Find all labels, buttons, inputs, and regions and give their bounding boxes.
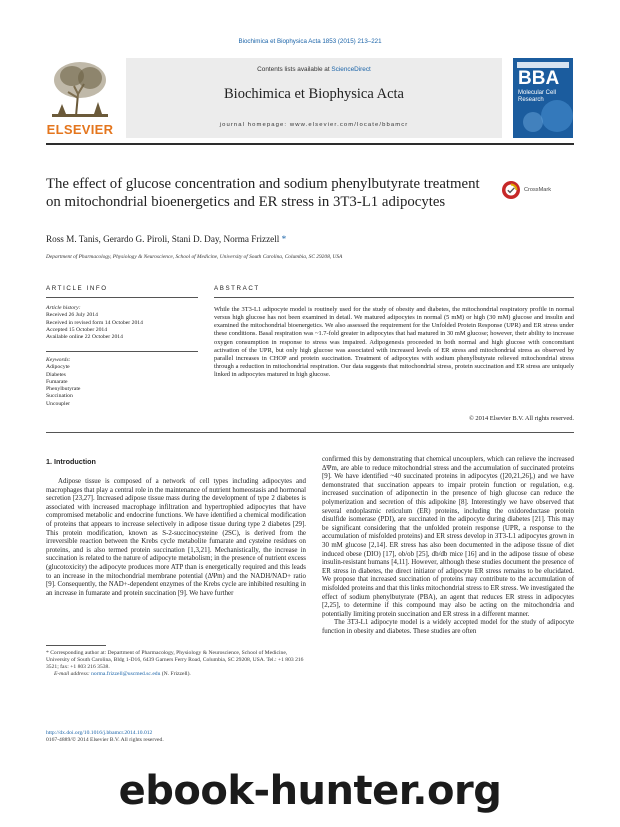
keywords-label: Keywords:	[46, 357, 71, 363]
keywords-rule	[46, 351, 198, 352]
abstract-text: While the 3T3-L1 adipocyte model is routinely used for the study of obesity and diabetes, the mitochondrial respiratory profile in normal versus high glucose has not been examined in detail. We matured adipocytes in normal (5 mM) or high (30 mM) glucose and insulin and examined the mitochondrial bioenergetics. We also assessed the requirement for the Unfolded Protein Response (UPR) and ER stress under these conditions. Basal respiration was ~1.7-fold greater in adipocytes that had matured in 30 mM glucose; however, their ability to increase oxygen consumption in response to stress was impaired. Adipogenesis proceeded in both normal and high glucose with concomitant activation of the UPR, but only high glucose was associated with increased levels of ER stress and mitochondrial stress as observed by parallel increases in CHOP and protein succination. Treatment of adipocytes with sodium phenylbutyrate relieved mitochondrial stress through a reduction in mitochondrial respiration. Our data suggests that mitochondrial stress, protein succination and ER stress are uniquely linked in adipocytes matured in high glucose.	[214, 306, 574, 379]
corresponding-author-footnote	[46, 650, 306, 678]
journal-cover	[513, 58, 573, 138]
history-label: Article history:	[46, 305, 81, 311]
journal-name: Biochimica et Biophysica Acta	[224, 86, 404, 102]
watermark-text: ebook-hunter.org	[118, 768, 502, 814]
masthead	[46, 58, 574, 140]
abstract-rule	[214, 297, 574, 298]
keyword-item: Uncoupler	[46, 400, 71, 407]
history-list	[46, 312, 198, 341]
author-email-link[interactable]: norma.frizzell@uscmed.sc.edu	[91, 670, 161, 677]
footnote-text: * Corresponding author at: Department of Pharmacology, Physiology & Neuroscience, School of Medicine, University of South Carolina, Bldg 1-D16, 6439 Garners Ferry Road, Columbia, SC 29208, USA. Tel.: +1 803 216 3521; fax: +1 803 216 3538.	[46, 650, 304, 670]
keyword-item: Adipocyte	[46, 364, 70, 371]
doi-block	[46, 730, 164, 744]
keyword-item: Phenylbutyrate	[46, 386, 81, 393]
affiliation: Department of Pharmacology, Physiology & Neuroscience, School of Medicine, University of South Carolina, Columbia, SC 29208, USA	[46, 254, 343, 260]
intro-paragraph-2: The 3T3-L1 adipocyte model is a widely accepted model for the study of adipocyte function in obesity and diabetes. These studies are often	[322, 619, 574, 635]
intro-left-column	[46, 478, 306, 598]
cover-subtitle: Molecular Cell Research	[518, 90, 557, 103]
crossmark-label: CrossMark	[524, 187, 552, 193]
cover-bba: BBA	[518, 68, 560, 89]
article-title: The effect of glucose concentration and sodium phenylbutyrate treatment on mitochondrial bioenergetics and ER stress in 3T3-L1 adipocytes	[46, 176, 480, 211]
keywords-block	[46, 357, 198, 408]
journal-citation[interactable]: Biochimica et Biophysica Acta 1853 (2015) 213–221	[238, 38, 382, 45]
history-item: Received in revised form 14 October 2014	[46, 319, 143, 326]
contents-line	[126, 66, 502, 73]
authors-names: Ross M. Tanis, Gerardo G. Piroli, Stani D. Day, Norma Frizzell	[46, 234, 280, 244]
section-heading-introduction: 1. Introduction	[46, 457, 96, 466]
abstract-copyright: © 2014 Elsevier B.V. All rights reserved.	[468, 415, 574, 422]
email-suffix: (N. Frizzell).	[160, 670, 191, 677]
history-item: Available online 22 October 2014	[46, 334, 123, 341]
abstract-bottom-rule	[46, 432, 574, 433]
keyword-list	[46, 364, 198, 408]
keyword-item: Succination	[46, 393, 73, 400]
history-item: Received 26 July 2014	[46, 312, 98, 319]
footnote-rule	[46, 645, 106, 646]
keyword-item: Diabetes	[46, 371, 66, 378]
contents-prefix: Contents lists available at	[257, 66, 332, 73]
article-info-heading: ARTICLE INFO	[46, 285, 108, 292]
header-divider	[46, 143, 574, 145]
crossmark-badge[interactable]	[501, 180, 551, 200]
issn-copyright: 0167-4889/© 2014 Elsevier B.V. All rights reserved.	[46, 737, 164, 743]
crossmark-icon	[501, 180, 521, 200]
doi-link[interactable]: http://dx.doi.org/10.1016/j.bbamcr.2014.10.012	[46, 730, 153, 736]
elsevier-wordmark: ELSEVIER	[46, 122, 114, 137]
corresponding-author-mark[interactable]: *	[281, 234, 287, 244]
article-history	[46, 305, 198, 341]
abstract-heading: ABSTRACT	[214, 285, 260, 292]
intro-paragraph-continued: confirmed this by demonstrating that chemical uncouplers, which can relieve the increased ΔΨm, are able to reduce mitochondrial stress and the accumulation of succinated proteins [9]. We have identified ~40 succinated proteins in adipocytes ([20,21,26],) and we have demonstrated that succination appears to impair protein function or regulation, e.g. increased succination of adiponectin in the presence of high glucose can reduce the polymerization and secretion of this adipokine [8]. Interestingly we have observed that several endoplasmic reticulum (ER) proteins, including the oxidoreductase protein disulfide isomerase (PDI), are succinated in the adipocyte during diabetes [21]. This may be significant considering that the unfolded protein response (UPR, a response to the accumulation of misfolded proteins) and ER stress develop in 3T3-L1 adipocytes grown in 30 mM glucose [2,14]. ER stress has also been documented in the adipose tissue of diet induced obese (DIO) [17], ob/ob [25], db/db mice [16] and in the adipose tissue of obese insulin-resistant humans [4,11]. However, although these studies document the presence of ER stress in diabetes, the direct initiator of adipocyte ER stress remains to be elucidated. We propose that increased succination of proteins may contribute to the accumulation of misfolded proteins and that this links mitochondrial stress to ER stress. We investigated the effect of sodium phenylbutyrate (PBA), an agent that reduces ER stress in adipocytes [2,25], to determine if this compound may also be acting on the mitochondria and potentially limiting protein succination and ER stress in a different manner.	[322, 456, 574, 618]
email-label: E-mail address:	[54, 670, 92, 677]
history-item: Accepted 15 October 2014	[46, 326, 108, 333]
journal-header-band	[126, 58, 502, 138]
keyword-item: Fumarate	[46, 378, 68, 385]
journal-homepage[interactable]: journal homepage: www.elsevier.com/locate/bbamcr	[219, 122, 409, 128]
intro-right-column	[322, 456, 574, 636]
author-list	[46, 234, 286, 244]
sciencedirect-link[interactable]: ScienceDirect	[331, 66, 371, 73]
intro-paragraph-1: Adipose tissue is composed of a network of cell types including adipocytes and macrophages that play a central role in the maintenance of nutrient homeostasis and hormonal secretion [23,27]. Increased adipose tissue mass during the development of type 2 diabetes is associated with increased macrophage infiltration and hypertrophied adipocytes that have compromised metabolic and endocrine functions. We have identified a chemical modification of proteins that appears to increase selectively in adipose tissue during type 2 diabetes [29]. This protein modification, known as S-2-succinocysteine (2SC), is derived from the irreversible reaction between the Krebs cycle metabolite fumarate and cysteine residues on proteins, and is also termed protein succination [1,3,21]. Mechanistically, the increase in succination is related to the nature of adipocyte metabolism; in the presence of nutrient excess (glucotoxicity) the adipocyte produces more ATP than is energetically required and this leads to an increase in the mitochondrial membrane potential (ΔΨm) and the NADH/NAD+ ratio [9]. Consequently, the NAD+-dependent enzymes of the Krebs cycle are inhibited resulting in an increase in fumarate and protein succination [9]. We have further	[46, 478, 306, 597]
article-info-rule	[46, 297, 198, 298]
